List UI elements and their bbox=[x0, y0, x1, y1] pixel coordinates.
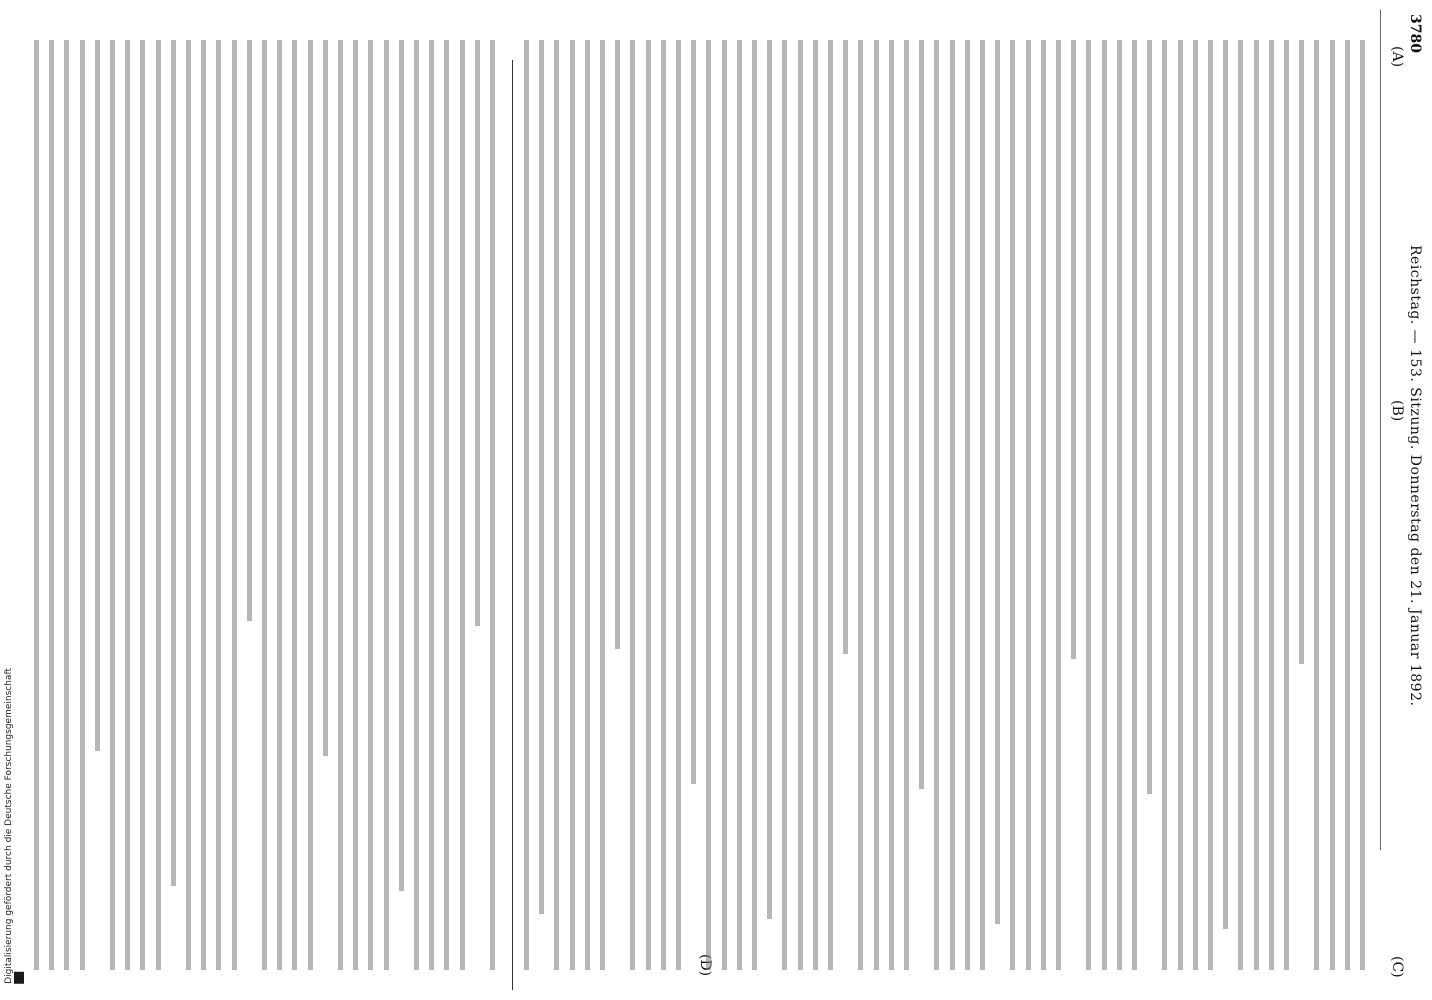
text-column-left bbox=[520, 40, 1380, 995]
margin-letter-c: (C) bbox=[1389, 956, 1405, 978]
text-line bbox=[110, 40, 120, 970]
text-line bbox=[1238, 40, 1248, 970]
text-line bbox=[1299, 40, 1309, 664]
text-line bbox=[767, 40, 777, 919]
text-line bbox=[277, 40, 287, 970]
text-line bbox=[995, 40, 1005, 924]
text-line bbox=[1041, 40, 1051, 970]
text-line bbox=[1254, 40, 1264, 970]
text-line bbox=[1010, 40, 1020, 970]
text-line bbox=[843, 40, 853, 654]
text-line bbox=[524, 40, 534, 970]
text-line bbox=[676, 40, 686, 970]
text-line bbox=[49, 40, 59, 970]
text-line bbox=[1102, 40, 1112, 970]
text-column-right bbox=[30, 40, 510, 995]
running-head: Reichstag. — 153. Sitzung. Donnerstag den 21. Januar 1892. bbox=[1407, 245, 1423, 707]
text-line bbox=[414, 40, 424, 970]
text-line bbox=[1208, 40, 1218, 970]
text-line bbox=[706, 40, 716, 970]
dfg-logo-icon bbox=[14, 972, 24, 984]
text-line bbox=[585, 40, 595, 970]
text-line bbox=[1147, 40, 1157, 794]
text-line bbox=[752, 40, 762, 970]
text-line bbox=[475, 40, 485, 626]
text-line bbox=[1284, 40, 1294, 970]
text-line bbox=[95, 40, 105, 751]
text-line bbox=[216, 40, 226, 970]
text-line bbox=[615, 40, 625, 649]
text-line bbox=[232, 40, 242, 970]
margin-letter-a: (A) bbox=[1389, 46, 1405, 68]
text-line bbox=[554, 40, 564, 970]
text-line bbox=[646, 40, 656, 970]
text-line bbox=[1162, 40, 1172, 970]
text-line bbox=[308, 40, 318, 970]
text-line bbox=[1330, 40, 1340, 970]
column-divider bbox=[512, 60, 513, 990]
text-line bbox=[798, 40, 808, 970]
text-line bbox=[338, 40, 348, 970]
text-line bbox=[384, 40, 394, 970]
text-line bbox=[737, 40, 747, 970]
text-line bbox=[782, 40, 792, 970]
text-line bbox=[828, 40, 838, 970]
text-line bbox=[368, 40, 378, 970]
text-line bbox=[1345, 40, 1355, 970]
text-line bbox=[156, 40, 166, 970]
text-line bbox=[1056, 40, 1066, 970]
text-line bbox=[874, 40, 884, 970]
text-line bbox=[1314, 40, 1324, 970]
text-line bbox=[813, 40, 823, 970]
text-line bbox=[34, 40, 44, 970]
text-line bbox=[201, 40, 211, 970]
text-line bbox=[399, 40, 409, 891]
text-line bbox=[539, 40, 549, 914]
text-line bbox=[889, 40, 899, 970]
text-line bbox=[919, 40, 929, 789]
credit-text: Digitalisierung gefördert durch die Deutsche Forschungsgemeinschaft bbox=[4, 668, 14, 984]
text-line bbox=[64, 40, 74, 970]
text-line bbox=[1193, 40, 1203, 970]
text-line bbox=[934, 40, 944, 970]
text-line bbox=[353, 40, 363, 970]
text-line bbox=[600, 40, 610, 970]
text-line bbox=[950, 40, 960, 970]
header-rule bbox=[1380, 10, 1381, 850]
text-line bbox=[1086, 40, 1096, 970]
text-line bbox=[661, 40, 671, 970]
text-line bbox=[140, 40, 150, 970]
text-line bbox=[1132, 40, 1142, 970]
text-line bbox=[262, 40, 272, 970]
text-line bbox=[904, 40, 914, 970]
text-line bbox=[444, 40, 454, 970]
text-line bbox=[429, 40, 439, 970]
text-line bbox=[1178, 40, 1188, 970]
digitization-credit bbox=[4, 668, 24, 984]
text-line bbox=[1223, 40, 1233, 929]
text-line bbox=[125, 40, 135, 970]
text-line bbox=[323, 40, 333, 756]
text-line bbox=[292, 40, 302, 970]
text-line bbox=[80, 40, 90, 970]
text-line bbox=[1269, 40, 1279, 970]
text-line bbox=[980, 40, 990, 970]
text-line bbox=[1360, 40, 1370, 970]
text-line bbox=[630, 40, 640, 970]
margin-letter-d: (D) bbox=[697, 954, 713, 977]
text-line bbox=[460, 40, 470, 970]
text-line bbox=[691, 40, 701, 784]
text-line bbox=[858, 40, 868, 970]
text-line bbox=[1071, 40, 1081, 659]
text-line bbox=[490, 40, 500, 970]
text-line bbox=[965, 40, 975, 970]
text-line bbox=[247, 40, 257, 621]
margin-letter-b: (B) bbox=[1389, 400, 1405, 422]
text-line bbox=[1026, 40, 1036, 970]
text-line bbox=[171, 40, 181, 886]
text-line bbox=[570, 40, 580, 970]
text-line bbox=[722, 40, 732, 970]
text-line bbox=[1117, 40, 1127, 970]
page-number: 3780 bbox=[1407, 14, 1423, 53]
text-line bbox=[186, 40, 196, 970]
